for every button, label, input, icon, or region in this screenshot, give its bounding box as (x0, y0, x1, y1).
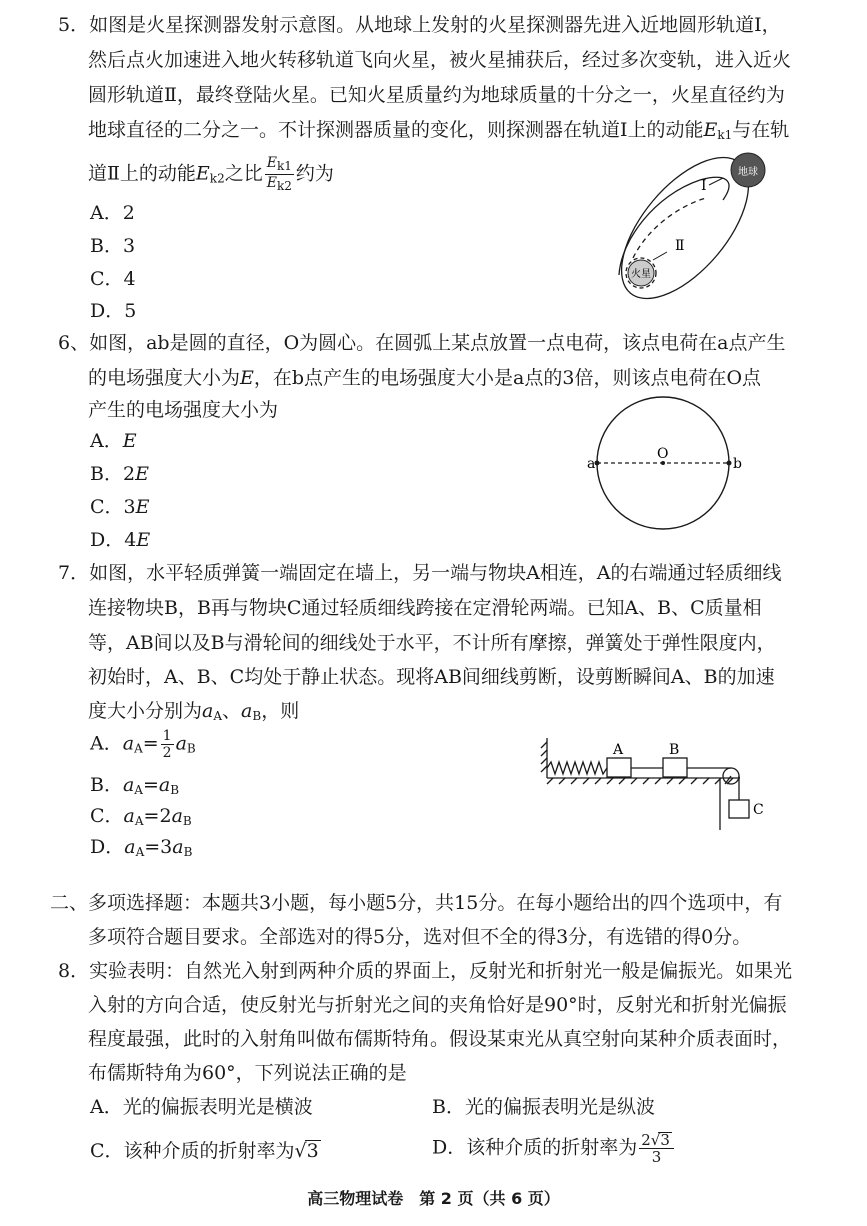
section2-line-1: 二、多项选择题：本题共3小题，每小题5分，共15分。在每小题给出的四个选项中，有 (50, 892, 783, 914)
q5-line-5: 道Ⅱ上的动能$E_{k2}$之比 $\frac{E_{k1}}{E_{k2}}$ 约为 (88, 155, 334, 193)
q8-option-a: A．光的偏振表明光是横波 (90, 1096, 313, 1118)
label-a: a (587, 456, 596, 472)
q7-option-b: B．$a_A=a_B$ (90, 774, 180, 797)
q5-line-4: 地球直径的二分之一。不计探测器质量的变化，则探测器在轨道Ⅰ上的动能$E_{k1}$与在轨 (88, 119, 790, 142)
q8-line-4: 布儒斯特角为60°，下列说法正确的是 (88, 1062, 407, 1084)
q7-option-c: C．$a_A=2a_B$ (90, 805, 192, 828)
q8-line-2: 入射的方向合适，使反射光与折射光之间的夹角恰好是90°时，反射光和折射光偏振 (88, 994, 787, 1016)
ek-ratio-fraction: $\frac{E_{k1}}{E_{k2}}$ (266, 155, 292, 193)
label-b: B (669, 742, 680, 758)
q6-line-2: 的电场强度大小为E，在b点产生的电场强度大小是a点的3倍，则该点电荷在O点 (88, 367, 762, 389)
q7-option-d: D．$a_A=3a_B$ (90, 836, 193, 859)
q8-option-b: B．光的偏振表明光是纵波 (432, 1096, 655, 1118)
q5-line-3: 圆形轨道Ⅱ，最终登陆火星。已知火星质量约为地球质量的十分之一，火星直径约为 (88, 84, 785, 106)
q6-option-d: D．4E (90, 529, 151, 551)
q6-line-1: 6、如图，ab是圆的直径，O为圆心。在圆弧上某点放置一点电荷，该点电荷在a点产生 (58, 332, 786, 354)
block-a (607, 758, 631, 777)
earth-label: 地球 (738, 167, 758, 178)
orbit-2-arrow (653, 252, 667, 260)
label-o: O (657, 446, 669, 462)
q5-option-b: B．3 (90, 235, 136, 257)
spring (547, 762, 607, 774)
block-c (729, 800, 749, 818)
label-b: b (733, 456, 742, 472)
circle-diameter-figure (585, 390, 745, 540)
orbit-1-label: Ⅰ (701, 178, 707, 194)
q8-option-d: D．该种介质的折射率为 $\frac{2√3}{3}$ (432, 1132, 676, 1165)
spring-block-pulley-figure (535, 730, 775, 830)
q7-line-2: 连接物块B，B再与物块C通过轻质细线跨接在定滑轮两端。已知A、B、C质量相 (88, 597, 762, 619)
q6-line-3: 产生的电场强度大小为 (88, 399, 279, 421)
section2-line-2: 多项符合题目要求。全部选对的得5分，选对但不全的得3分，有选错的得0分。 (88, 926, 752, 948)
q5-line-2: 然后点火加速进入地火转移轨道飞向火星，被火星捕获后，经过多次变轨，进入近火 (88, 49, 792, 71)
block-b (663, 758, 687, 777)
page-footer: 高三物理试卷 第 2 页（共 6 页） (307, 1189, 560, 1208)
q6-option-a: A．E (90, 430, 137, 452)
q6-option-b: B．2E (90, 463, 149, 485)
q5-option-a: A．2 (90, 202, 135, 224)
q8-line-1: 8．实验表明：自然光入射到两种介质的界面上，反射光和折射光一般是偏振光。如果光 (58, 960, 793, 982)
capture-orbit (633, 198, 707, 258)
orbit-1-arrow (709, 178, 723, 185)
q8-line-3: 程度最强，此时的入射角叫做布儒斯特角。假设某束光从真空射向某种介质表面时， (88, 1028, 792, 1050)
mars-label: 火星 (631, 269, 651, 280)
label-c: C (753, 802, 764, 818)
mars-probe-orbit-figure (605, 140, 795, 310)
q6-option-c: C．3E (90, 496, 150, 518)
q7-line-4: 初始时，A、B、C均处于静止状态。现将AB间细线剪断，设剪断瞬间A、B的加速 (88, 666, 775, 688)
q7-line-5: 度大小分别为$a_A$、$a_B$，则 (88, 700, 300, 723)
q5-line-1: 5．如图是火星探测器发射示意图。从地球上发射的火星探测器先进入近地圆形轨道Ⅰ， (58, 14, 781, 36)
label-a: A (613, 742, 624, 758)
q8-option-c: C．该种介质的折射率为√3 (90, 1140, 319, 1162)
q7-option-a: A．$a_A=$ $\frac{1}{2}$ $a_B$ (90, 728, 196, 761)
q5-option-c: C．4 (90, 268, 136, 290)
orbit-2-label: Ⅱ (675, 238, 685, 254)
q7-line-1: 7．如图，水平轻质弹簧一端固定在墙上，另一端与物块A相连，A的右端通过轻质细线 (58, 562, 782, 584)
q5-option-d: D．5 (90, 300, 137, 322)
point-b (727, 461, 732, 466)
q7-line-3: 等，AB间以及B与滑轮间的细线处于水平，不计所有摩擦，弹簧处于弹性限度内， (88, 632, 776, 654)
